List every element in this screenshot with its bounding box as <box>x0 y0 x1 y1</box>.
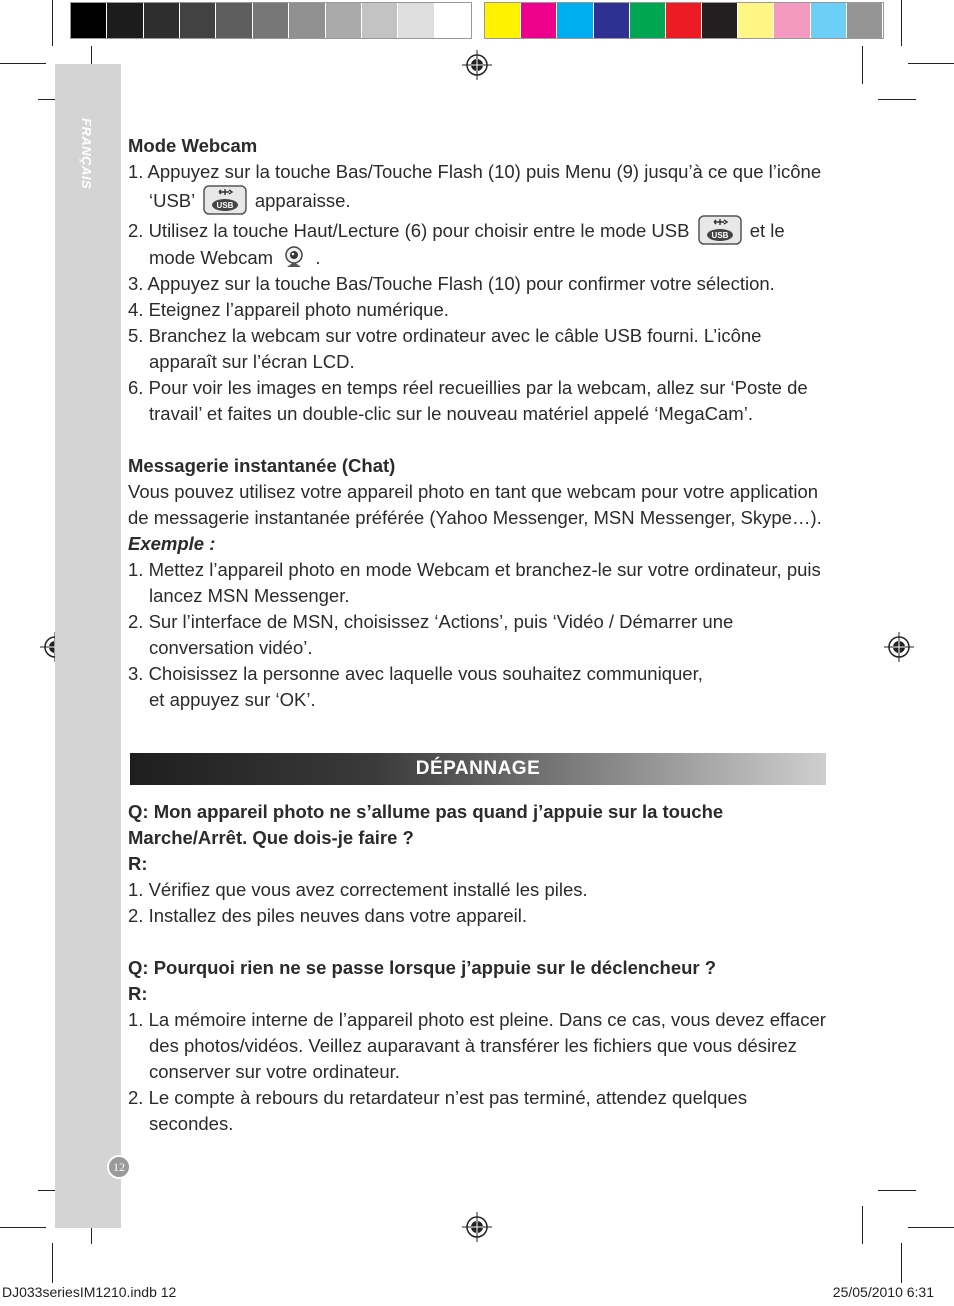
calibration-swatch <box>738 3 774 38</box>
webcam-step-5: 5. Branchez la webcam sur votre ordinateur avec le câble USB fourni. L’icône apparaît sur l’écran LCD. <box>128 325 762 372</box>
faq-answer-2-2: 2. Le compte à rebours du retardateur n’est pas terminé, attendez quelques secondes. <box>128 1087 748 1134</box>
calibration-swatch <box>847 3 883 38</box>
faq-answer-label-1: R: <box>128 853 148 874</box>
section-title-bar: DÉPANNAGE <box>130 753 826 785</box>
main-content <box>128 133 828 713</box>
registration-mark-icon <box>462 1212 492 1242</box>
calibration-swatch <box>594 3 630 38</box>
webcam-step-2 <box>128 215 828 271</box>
calibration-swatch <box>253 3 289 38</box>
faq-answer-2-1: 1. La mémoire interne de l’appareil photo est pleine. Dans ce cas, vous devez effacer des photos/vidéos. Veillez auparavant à transférer les fichiers que vous désirez conserver sur votre ordinateur. <box>128 1009 826 1082</box>
webcam-step-3: 3. Appuyez sur la touche Bas/Touche Flash (10) pour confirmer votre sélection. <box>128 273 775 294</box>
crop-mark <box>901 1243 902 1283</box>
footer-date: 25/05/2010 6:31 <box>832 1284 934 1300</box>
calibration-swatch <box>362 3 398 38</box>
usb-icon <box>203 185 247 215</box>
faq-content <box>128 799 828 1137</box>
example-label: Exemple : <box>128 533 216 554</box>
crop-mark <box>52 1243 53 1283</box>
grayscale-calibration-bar <box>70 2 472 39</box>
step-text: 2. Utilisez la touche Haut/Lecture (6) pour choisir entre le mode USB <box>128 220 690 241</box>
footer-file-info: DJ033seriesIM1210.indb 12 <box>2 1284 177 1300</box>
calibration-swatch <box>485 3 521 38</box>
chat-intro: Vous pouvez utilisez votre appareil photo en tant que webcam pour votre application de messagerie instantanée préférée (Yahoo Messenger, MSN Messenger, Skype…). <box>128 481 822 528</box>
calibration-swatch <box>666 3 702 38</box>
crop-mark <box>908 63 954 64</box>
faq-answer-label-2: R: <box>128 983 148 1004</box>
step-text: . <box>315 247 321 268</box>
calibration-swatch <box>71 3 107 38</box>
calibration-swatch <box>435 3 471 38</box>
crop-mark <box>878 1190 916 1191</box>
chat-heading: Messagerie instantanée (Chat) <box>128 455 396 476</box>
crop-mark <box>0 1227 46 1228</box>
registration-mark-icon <box>462 50 492 80</box>
calibration-swatch <box>557 3 593 38</box>
language-side-label: FRANÇAIS <box>79 118 94 190</box>
usb-icon <box>698 215 742 245</box>
chat-step-1: 1. Mettez l’appareil photo en mode Webcam et branchez-le sur votre ordinateur, puis lancez MSN Messenger. <box>128 559 821 606</box>
calibration-swatch <box>630 3 666 38</box>
calibration-swatch <box>774 3 810 38</box>
webcam-step-1 <box>128 159 828 215</box>
page-number: 12 <box>107 1155 131 1179</box>
webcam-step-4: 4. Eteignez l’appareil photo numérique. <box>128 299 449 320</box>
calibration-swatch <box>289 3 325 38</box>
svg-text:USB: USB <box>216 201 234 210</box>
crop-mark <box>862 46 863 84</box>
calibration-swatch <box>811 3 847 38</box>
color-calibration-bar <box>484 2 884 39</box>
calibration-swatch <box>326 3 362 38</box>
calibration-swatch <box>702 3 738 38</box>
calibration-swatch <box>144 3 180 38</box>
calibration-swatch <box>180 3 216 38</box>
crop-mark <box>878 99 916 100</box>
calibration-swatch <box>216 3 252 38</box>
side-strip <box>55 64 121 1228</box>
registration-mark-icon <box>884 632 914 662</box>
faq-answer-1-2: 2. Installez des piles neuves dans votre appareil. <box>128 905 528 926</box>
step-text: 1. Appuyez sur la touche Bas/Touche Flash (10) puis Menu (9) jusqu’à ce que l’icône ‘USB’ <box>128 161 822 211</box>
faq-question-1: Q: Mon appareil photo ne s’allume pas quand j’appuie sur la touche Marche/Arrêt. Que dois-je faire ? <box>128 801 724 848</box>
crop-mark <box>0 63 46 64</box>
crop-mark <box>52 0 53 46</box>
chat-step-2: 2. Sur l’interface de MSN, choisissez ‘Actions’, puis ‘Vidéo / Démarrer une conversation vidéo’. <box>128 611 734 658</box>
calibration-swatch <box>521 3 557 38</box>
step-text: et le mode Webcam <box>149 220 785 268</box>
webcam-step-6: 6. Pour voir les images en temps réel recueillies par la webcam, allez sur ‘Poste de travail’ et faites un double-clic sur le nouveau matériel appelé ‘MegaCam’. <box>128 377 808 424</box>
webcam-icon <box>281 245 307 269</box>
calibration-swatch <box>107 3 143 38</box>
faq-question-2: Q: Pourquoi rien ne se passe lorsque j’appuie sur le déclencheur ? <box>128 957 717 978</box>
crop-mark <box>862 1206 863 1244</box>
crop-mark <box>901 0 902 46</box>
svg-text:USB: USB <box>711 231 729 240</box>
step-text: apparaisse. <box>254 190 351 211</box>
webcam-heading: Mode Webcam <box>128 135 258 156</box>
crop-mark <box>908 1227 954 1228</box>
calibration-swatch <box>398 3 434 38</box>
chat-step-3: 3. Choisissez la personne avec laquelle vous souhaitez communiquer, et appuyez sur ‘OK’. <box>128 663 703 710</box>
faq-answer-1-1: 1. Vérifiez que vous avez correctement installé les piles. <box>128 879 588 900</box>
